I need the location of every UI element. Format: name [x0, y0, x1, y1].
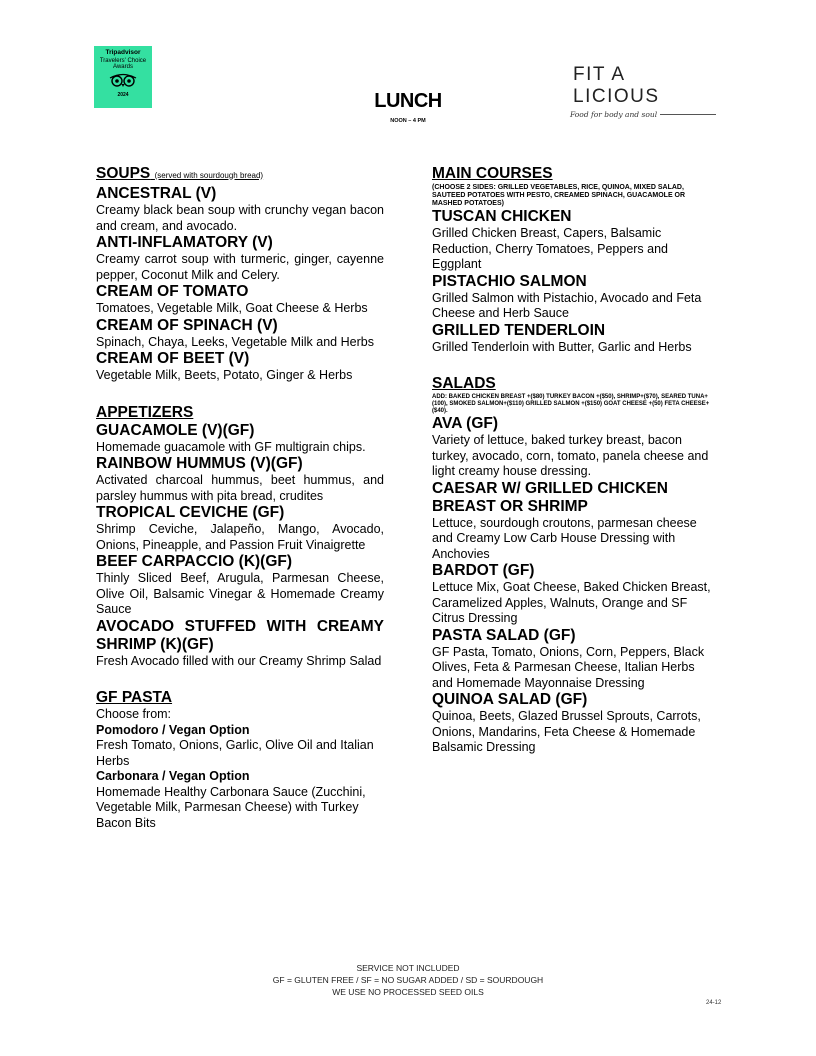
dish-desc: Tomatoes, Vegetable Milk, Goat Cheese & Herbs — [96, 301, 368, 315]
right-column — [432, 165, 717, 756]
footer-service: SERVICE NOT INCLUDED — [356, 963, 460, 973]
dish-desc: Grilled Chicken Breast, Capers, Balsamic Reduction, Cherry Tomatoes, Peppers and Eggplant — [432, 226, 669, 271]
dish-desc: Lettuce Mix, Goat Cheese, Baked Chicken Breast, Caramelized Apples, Walnuts, Orange and SF Citrus Dressing — [432, 580, 711, 625]
left-column — [96, 165, 384, 831]
dish-name: ANTI-INFLAMATORY (V) — [96, 234, 273, 251]
footer-oils: WE USE NO PROCESSED SEED OILS — [332, 987, 484, 997]
dish-desc: Lettuce, sourdough croutons, parmesan cheese and Creamy Low Carb House Dressing with Anchovies — [432, 515, 697, 561]
dish-name: BEEF CARPACCIO (K)(GF) — [96, 553, 293, 570]
dish-desc: Fresh Avocado filled with our Creamy Shrimp Salad — [96, 653, 382, 668]
dish-name: GRILLED TENDERLOIN — [432, 321, 606, 339]
menu-code: 24-12 — [706, 1000, 722, 1006]
pasta-heading: GF PASTA — [96, 689, 173, 706]
dish-name: TUSCAN CHICKEN — [432, 208, 572, 225]
dish-desc: Quinoa, Beets, Glazed Brussel Sprouts, Carrots, Onions, Mandarins, Feta Cheese & Homemade Balsamic Dressing — [432, 709, 701, 754]
dish-name: CAESAR W/ GRILLED CHICKEN BREAST OR SHRIMP — [432, 479, 668, 515]
footer — [0, 962, 816, 998]
page-subtitle: NOON – 4 PM — [390, 118, 426, 124]
dish-name: ANCESTRAL (V) — [96, 185, 217, 202]
dish-desc: Vegetable Milk, Beets, Potato, Ginger & Herbs — [96, 368, 353, 382]
logo-name: FIT A LICIOUS — [573, 64, 660, 107]
badge-brand: Tripadvisor — [105, 49, 141, 56]
soups-note: (served with sourdough bread) — [154, 171, 264, 180]
salads-heading: SALADS — [432, 375, 496, 392]
dish-name: PISTACHIO SALMON — [432, 272, 587, 290]
dish-desc: Activated charcoal hummus, beet hummus, and parsley hummus with pita bread, crudites — [96, 473, 384, 503]
dish-name: PASTA SALAD (GF) — [432, 626, 576, 644]
logo-tagline: Food for body and soul — [570, 110, 658, 119]
dish-desc: Spinach, Chaya, Leeks, Vegetable Milk and Herbs — [96, 334, 374, 349]
appetizers-heading: APPETIZERS — [96, 403, 194, 421]
owl-icon — [108, 72, 138, 88]
badge-award: Travelers' Choice Awards — [99, 57, 147, 70]
dish-desc: Creamy black bean soup with crunchy vegan bacon and cream, and avocado. — [96, 203, 384, 233]
footer-legend: GF = GLUTEN FREE / SF = NO SUGAR ADDED / SD = SOURDOUGH — [272, 975, 544, 985]
pasta-option-desc: Homemade Healthy Carbonara Sauce (Zucchini, Vegetable Milk, Parmesan Cheese) with Turkey Bacon Bits — [96, 784, 366, 830]
soups-heading: SOUPS (served with sourdough bread) — [96, 165, 264, 182]
dish-name: QUINOA SALAD (GF) — [432, 691, 588, 708]
mains-note: (CHOOSE 2 SIDES: GRILLED VEGETABLES, RICE, QUINOA, MIXED SALAD, SAUTEED POTATOES WITH PESTO, CREAMED SPINACH, GUACAMOLE OR MASHED POTATOES) — [432, 184, 686, 207]
dish-name: GUACAMOLE (V)(GF) — [96, 421, 255, 439]
dish-desc: GF Pasta, Tomato, Onions, Corn, Peppers, Black Olives, Feta & Parmesan Cheese, Italian Herbs and Homemade Mayonnaise Dressing — [432, 644, 705, 690]
dish-name: AVOCADO STUFFED WITH CREAMY SHRIMP (K)(GF) — [96, 617, 384, 653]
dish-name: RAINBOW HUMMUS (V)(GF) — [96, 455, 303, 472]
page-title: LUNCH — [374, 90, 442, 112]
dish-desc: Thinly Sliced Beef, Arugula, Parmesan Cheese, Olive Oil, Balsamic Vinegar & Homemade Creamy Sauce — [96, 571, 384, 616]
dish-desc: Variety of lettuce, baked turkey breast, bacon turkey, avocado, corn, tomato, panela cheese and light creamy house dressing. — [432, 433, 709, 478]
dish-desc: Shrimp Ceviche, Jalapeño, Mango, Avocado, Onions, Pineapple, and Passion Fruit Vinaigrette — [96, 522, 384, 552]
dish-desc: Homemade guacamole with GF multigrain chips. — [96, 439, 366, 454]
mains-heading: MAIN COURSES — [432, 165, 553, 182]
pasta-option-name: Pomodoro / Vegan Option — [96, 722, 250, 737]
dish-name: AVA (GF) — [432, 415, 499, 432]
dish-desc: Grilled Salmon with Pistachio, Avocado and Feta Cheese and Herb Sauce — [432, 290, 702, 320]
pasta-option-desc: Fresh Tomato, Onions, Garlic, Olive Oil and Italian Herbs — [96, 738, 374, 768]
dish-desc: Creamy carrot soup with turmeric, ginger, cayenne pepper, Coconut Milk and Celery. — [96, 252, 384, 282]
dish-name: TROPICAL CEVICHE (GF) — [96, 504, 285, 521]
pasta-option-name: Carbonara / Vegan Option — [96, 769, 250, 783]
dish-name: CREAM OF TOMATO — [96, 283, 249, 300]
dish-name: CREAM OF SPINACH (V) — [96, 316, 278, 334]
salads-note: ADD: BAKED CHICKEN BREAST +($80) TURKEY BACON +($50), SHRIMP+($70), SEARED TUNA+(100), SMOKED SALMON+($110) GRILLED SALMON +($150) GOAT CHEESE +(50) FETA CHEESE+($40). — [432, 394, 710, 414]
logo-line — [660, 114, 716, 115]
dish-desc: Grilled Tenderloin with Butter, Garlic and Herbs — [432, 339, 692, 354]
dish-name: BARDOT (GF) — [432, 562, 535, 579]
pasta-choose: Choose from: — [96, 707, 172, 721]
dish-name: CREAM OF BEET (V) — [96, 350, 250, 367]
badge-year: 2024 — [117, 91, 129, 98]
